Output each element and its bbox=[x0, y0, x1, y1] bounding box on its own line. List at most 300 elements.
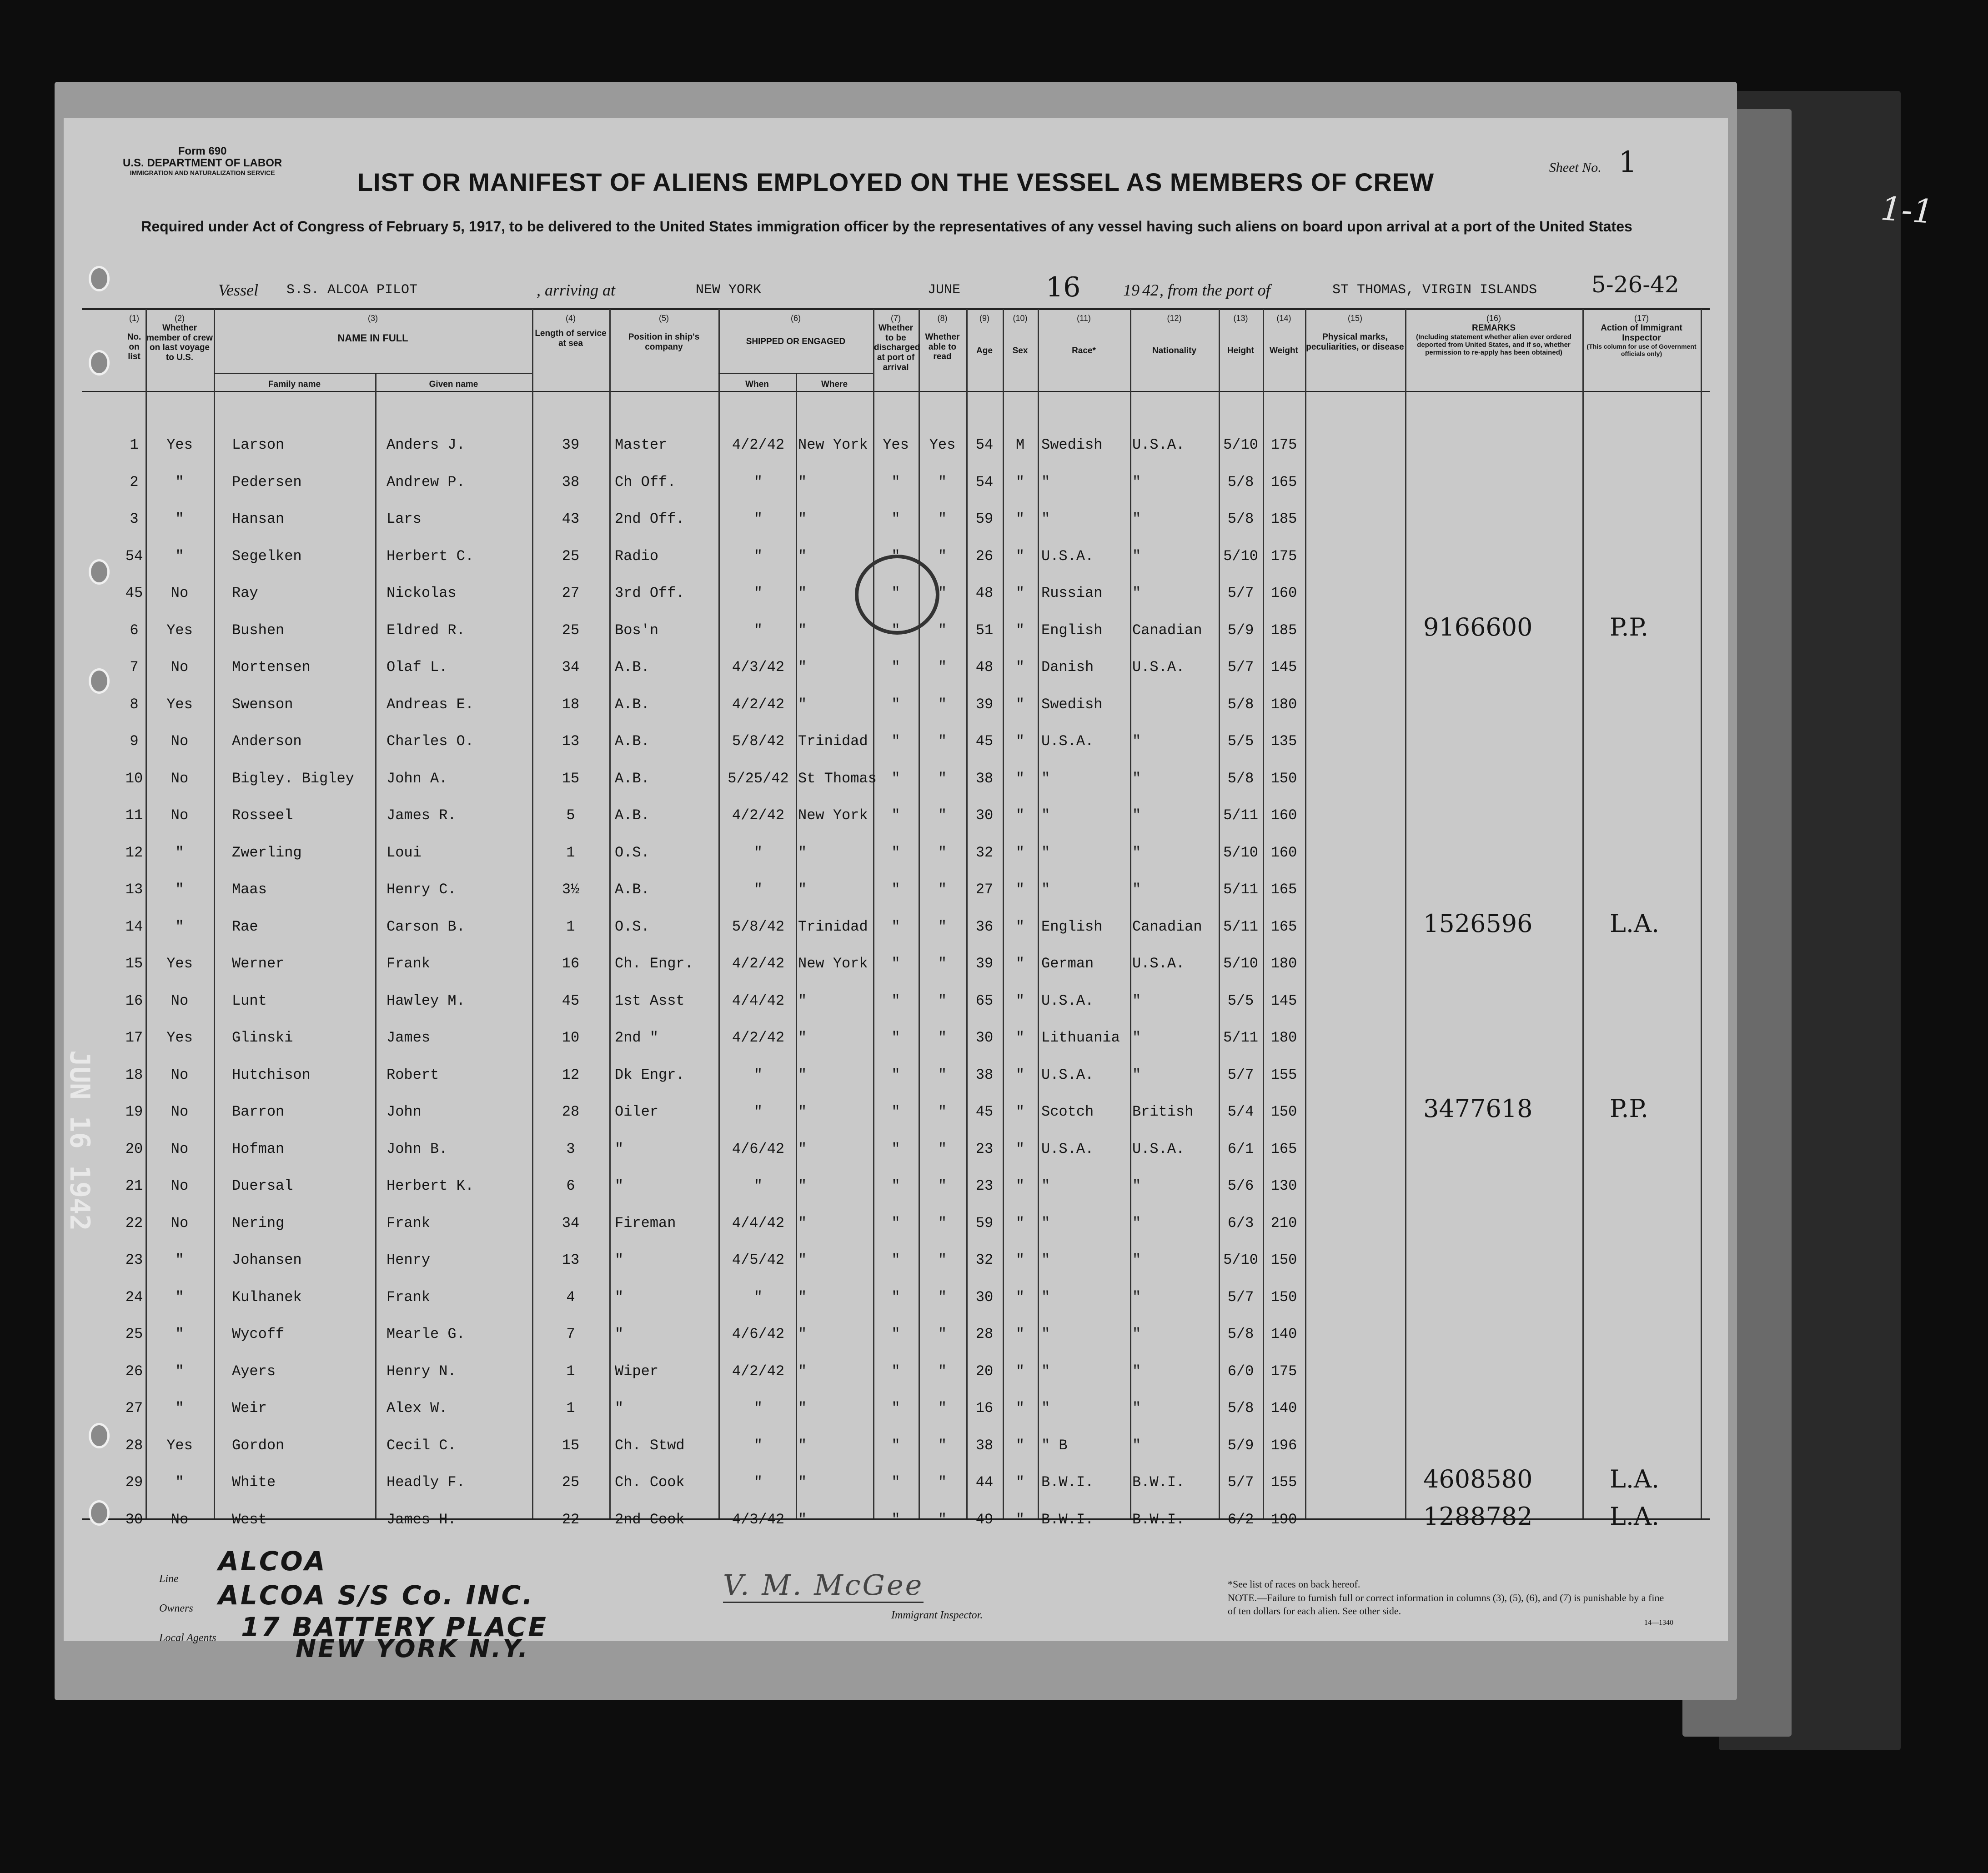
cell-sex: " bbox=[1015, 992, 1025, 1009]
col-header-16: (16) REMARKS (Including statement whether alien ever ordered deported from United States, and if so, whether permission to re-apply has been obtained) bbox=[1416, 314, 1571, 357]
cell-sex: " bbox=[1015, 770, 1025, 787]
cell-no: 28 bbox=[125, 1437, 143, 1454]
cell-race: U.S.A. bbox=[1041, 992, 1094, 1009]
cell-height: 5/9 bbox=[1227, 621, 1254, 639]
cell-no: 12 bbox=[125, 844, 143, 861]
cell-when: 4/6/42 bbox=[732, 1326, 785, 1342]
col-header-10: (10) Sex bbox=[1012, 314, 1028, 356]
cell-age: 38 bbox=[975, 1066, 994, 1083]
cell-no: 2 bbox=[130, 473, 139, 491]
cell-service: 12 bbox=[562, 1066, 580, 1083]
cell-service: 6 bbox=[566, 1177, 575, 1194]
cell-where: " bbox=[798, 621, 807, 639]
cell-where: " bbox=[798, 1177, 807, 1194]
cell-disch: " bbox=[891, 770, 900, 787]
table-row bbox=[64, 1173, 1728, 1200]
cell-no: 15 bbox=[125, 955, 143, 972]
cell-position: Bos'n bbox=[615, 621, 659, 639]
cell-read: " bbox=[938, 918, 947, 935]
cell-age: 59 bbox=[975, 1214, 994, 1232]
table-row bbox=[64, 1247, 1728, 1274]
cell-weight: 210 bbox=[1270, 1214, 1297, 1232]
cell-age: 48 bbox=[975, 585, 994, 601]
cell-action: P.P. bbox=[1610, 1094, 1649, 1123]
cell-read: " bbox=[938, 473, 947, 491]
cell-family: Mortensen bbox=[232, 659, 311, 676]
cell-nat: " bbox=[1132, 1288, 1141, 1306]
cell-last: No bbox=[171, 1511, 189, 1528]
cell-last: " bbox=[175, 918, 184, 935]
cell-age: 20 bbox=[975, 1362, 994, 1380]
line-value: ALCOA bbox=[218, 1546, 327, 1577]
cell-weight: 140 bbox=[1270, 1400, 1297, 1417]
cell-age: 28 bbox=[975, 1326, 994, 1342]
cell-weight: 196 bbox=[1270, 1437, 1297, 1454]
cell-last: Yes bbox=[166, 621, 193, 639]
cell-given: Eldred R. bbox=[387, 621, 465, 639]
cell-given: Andreas E. bbox=[387, 696, 474, 713]
cell-weight: 160 bbox=[1270, 585, 1297, 601]
cell-given: Loui bbox=[387, 844, 422, 861]
cell-disch: " bbox=[891, 918, 900, 935]
cell-last: Yes bbox=[166, 696, 193, 713]
cell-age: 45 bbox=[975, 1103, 994, 1120]
cell-where: " bbox=[798, 992, 807, 1009]
cell-family: Ayers bbox=[232, 1362, 276, 1380]
cell-where: " bbox=[798, 547, 807, 565]
cell-given: Robert bbox=[387, 1066, 439, 1083]
cell-height: 5/8 bbox=[1227, 1400, 1254, 1417]
cell-action: L.A. bbox=[1610, 1502, 1660, 1531]
cell-disch: " bbox=[891, 1029, 900, 1046]
cell-nat: " bbox=[1132, 881, 1141, 898]
cell-sex: " bbox=[1015, 733, 1025, 750]
cell-age: 32 bbox=[975, 844, 994, 861]
cell-sex: " bbox=[1015, 1177, 1025, 1194]
cell-disch: " bbox=[891, 1066, 900, 1083]
vessel-label: Vessel bbox=[218, 281, 258, 299]
cell-last: " bbox=[175, 1252, 184, 1268]
cell-no: 1 bbox=[130, 436, 139, 453]
cell-height: 5/10 bbox=[1223, 436, 1258, 453]
cell-weight: 180 bbox=[1270, 955, 1297, 972]
cell-height: 5/7 bbox=[1227, 1474, 1254, 1491]
cell-nat: " bbox=[1132, 473, 1141, 491]
cell-position: A.B. bbox=[615, 659, 650, 676]
cell-when: 4/3/42 bbox=[732, 659, 785, 676]
cell-race: English bbox=[1041, 621, 1103, 639]
cell-race: " bbox=[1041, 1362, 1050, 1380]
cell-no: 20 bbox=[125, 1140, 143, 1157]
cell-given: Frank bbox=[387, 1214, 431, 1232]
cell-nat: Canadian bbox=[1132, 621, 1202, 639]
cell-weight: 180 bbox=[1270, 1029, 1297, 1046]
cell-where: " bbox=[798, 1214, 807, 1232]
from-label: , from the port of bbox=[1160, 281, 1270, 299]
arriving-label: , arriving at bbox=[537, 281, 616, 299]
cell-sex: " bbox=[1015, 547, 1025, 565]
cell-read: " bbox=[938, 547, 947, 565]
cell-family: Johansen bbox=[232, 1252, 302, 1268]
cell-no: 29 bbox=[125, 1474, 143, 1491]
cell-last: Yes bbox=[166, 436, 193, 453]
col-header-1: (1) No. on list bbox=[127, 314, 141, 362]
arrival-month: JUNE bbox=[928, 282, 961, 298]
cell-nat: " bbox=[1132, 733, 1141, 750]
cell-position: " bbox=[615, 1177, 624, 1194]
cell-last: No bbox=[171, 992, 189, 1009]
cell-given: Henry C. bbox=[387, 881, 457, 898]
cell-disch: " bbox=[891, 547, 900, 565]
cell-weight: 150 bbox=[1270, 1288, 1297, 1306]
cell-height: 5/11 bbox=[1223, 807, 1258, 824]
cell-when: 5/25/42 bbox=[728, 770, 789, 787]
cell-family: Anderson bbox=[232, 733, 302, 750]
cell-last: Yes bbox=[166, 955, 193, 972]
cell-weight: 165 bbox=[1270, 918, 1297, 935]
cell-read: " bbox=[938, 1400, 947, 1417]
cell-nat: Canadian bbox=[1132, 918, 1202, 935]
cell-sex: " bbox=[1015, 585, 1025, 601]
cell-race: " bbox=[1041, 1214, 1050, 1232]
cell-read: Yes bbox=[929, 436, 956, 453]
cell-height: 5/11 bbox=[1223, 1029, 1258, 1046]
from-port: ST THOMAS, VIRGIN ISLANDS bbox=[1332, 282, 1537, 298]
cell-race: Lithuania bbox=[1041, 1029, 1120, 1046]
col-header-12: (12) Nationality bbox=[1152, 314, 1197, 356]
cell-nat: " bbox=[1132, 1252, 1141, 1268]
cell-given: Headly F. bbox=[387, 1474, 465, 1491]
cell-when: 4/4/42 bbox=[732, 1214, 785, 1232]
cell-sex: " bbox=[1015, 1029, 1025, 1046]
cell-position: Ch. Engr. bbox=[615, 955, 693, 972]
sheet-number-label: Sheet No. bbox=[1549, 160, 1601, 175]
cell-remarks: 1526596 bbox=[1423, 909, 1533, 938]
cell-where: " bbox=[798, 585, 807, 601]
cell-service: 18 bbox=[562, 696, 580, 713]
cell-read: " bbox=[938, 1214, 947, 1232]
cell-given: John B. bbox=[387, 1140, 448, 1157]
cell-family: Hofman bbox=[232, 1140, 285, 1157]
cell-read: " bbox=[938, 1437, 947, 1454]
cell-disch: " bbox=[891, 696, 900, 713]
cell-nat: " bbox=[1132, 1362, 1141, 1380]
cell-no: 23 bbox=[125, 1252, 143, 1268]
vessel-name: S.S. ALCOA PILOT bbox=[286, 282, 418, 298]
header-rule-top bbox=[82, 308, 1710, 310]
cell-age: 23 bbox=[975, 1140, 994, 1157]
col-header-given: Given name bbox=[429, 380, 478, 389]
cell-when: " bbox=[753, 473, 763, 491]
cell-position: Wiper bbox=[615, 1362, 659, 1380]
cell-height: 5/11 bbox=[1223, 881, 1258, 898]
cell-read: " bbox=[938, 1511, 947, 1528]
cell-last: No bbox=[171, 1214, 189, 1232]
arriving-port: NEW YORK bbox=[696, 282, 762, 298]
cell-read: " bbox=[938, 1140, 947, 1157]
cell-where: New York bbox=[798, 955, 868, 972]
cell-when: 4/2/42 bbox=[732, 696, 785, 713]
cell-race: " bbox=[1041, 770, 1050, 787]
cell-family: Glinski bbox=[232, 1029, 293, 1046]
cell-read: " bbox=[938, 844, 947, 861]
vessel-line bbox=[114, 271, 1696, 307]
cell-position: Dk Engr. bbox=[615, 1066, 685, 1083]
cell-given: Lars bbox=[387, 511, 422, 527]
cell-height: 5/8 bbox=[1227, 696, 1254, 713]
cell-action: L.A. bbox=[1610, 1465, 1660, 1493]
table-row bbox=[64, 1395, 1728, 1422]
cell-position: " bbox=[615, 1326, 624, 1342]
cell-age: 49 bbox=[975, 1511, 994, 1528]
cell-when: 4/2/42 bbox=[732, 1362, 785, 1380]
cell-nat: " bbox=[1132, 1177, 1141, 1194]
col-header-15: (15) Physical marks, peculiarities, or disease bbox=[1306, 314, 1404, 352]
cell-family: Zwerling bbox=[232, 844, 302, 861]
cell-service: 15 bbox=[562, 1437, 580, 1454]
cell-service: 4 bbox=[566, 1288, 575, 1306]
cell-service: 3½ bbox=[562, 881, 580, 898]
cell-position: Oiler bbox=[615, 1103, 659, 1120]
cell-nat: " bbox=[1132, 1400, 1141, 1417]
cell-position: " bbox=[615, 1400, 624, 1417]
cell-no: 10 bbox=[125, 770, 143, 787]
cell-last: No bbox=[171, 807, 189, 824]
cell-position: A.B. bbox=[615, 807, 650, 824]
cell-race: " bbox=[1041, 844, 1050, 861]
cell-family: Kulhanek bbox=[232, 1288, 302, 1306]
cell-where: " bbox=[798, 881, 807, 898]
cell-weight: 190 bbox=[1270, 1511, 1297, 1528]
cell-when: " bbox=[753, 1066, 763, 1083]
cell-age: 30 bbox=[975, 1288, 994, 1306]
cell-where: New York bbox=[798, 436, 868, 453]
cell-race: U.S.A. bbox=[1041, 1140, 1094, 1157]
cell-disch: " bbox=[891, 733, 900, 750]
cell-disch: " bbox=[891, 473, 900, 491]
binder-hole bbox=[89, 668, 110, 694]
cell-family: Wycoff bbox=[232, 1326, 285, 1342]
agents-value-2: NEW YORK N.Y. bbox=[296, 1634, 530, 1663]
cell-given: Alex W. bbox=[387, 1400, 448, 1417]
cell-family: Bushen bbox=[232, 621, 285, 639]
col-header-family: Family name bbox=[268, 380, 321, 389]
cell-service: 22 bbox=[562, 1511, 580, 1528]
cell-sex: " bbox=[1015, 1400, 1025, 1417]
cell-where: " bbox=[798, 1326, 807, 1342]
cell-sex: " bbox=[1015, 621, 1025, 639]
cell-disch: " bbox=[891, 1140, 900, 1157]
cell-weight: 160 bbox=[1270, 807, 1297, 824]
col-header-17: (17) Action of Immigrant Inspector (This column for use of Government officials only) bbox=[1586, 314, 1697, 358]
cell-height: 5/7 bbox=[1227, 585, 1254, 601]
cell-service: 34 bbox=[562, 659, 580, 676]
cell-position: 2nd Cook bbox=[615, 1511, 685, 1528]
cell-age: 38 bbox=[975, 770, 994, 787]
cell-where: Trinidad bbox=[798, 918, 868, 935]
cell-where: " bbox=[798, 473, 807, 491]
manifest-sheet bbox=[64, 118, 1728, 1663]
cell-family: Swenson bbox=[232, 696, 293, 713]
cell-disch: " bbox=[891, 1214, 900, 1232]
cell-sex: " bbox=[1015, 1214, 1025, 1232]
cell-age: 65 bbox=[975, 992, 994, 1009]
cell-last: " bbox=[175, 881, 184, 898]
cell-where: " bbox=[798, 844, 807, 861]
cell-given: Herbert K. bbox=[387, 1177, 474, 1194]
cell-given: Carson B. bbox=[387, 918, 465, 935]
cell-age: 30 bbox=[975, 807, 994, 824]
date-note: 5-26-42 bbox=[1591, 271, 1679, 298]
cell-when: 4/6/42 bbox=[732, 1140, 785, 1157]
table-row bbox=[64, 1321, 1728, 1348]
cell-family: Rae bbox=[232, 918, 258, 935]
cell-race: B.W.I. bbox=[1041, 1474, 1094, 1491]
cell-age: 36 bbox=[975, 918, 994, 935]
cell-read: " bbox=[938, 1029, 947, 1046]
cell-given: Anders J. bbox=[387, 436, 465, 453]
cell-read: " bbox=[938, 1326, 947, 1342]
cell-race: " bbox=[1041, 511, 1050, 527]
cell-race: German bbox=[1041, 955, 1094, 972]
cell-disch: " bbox=[891, 585, 900, 601]
cell-height: 5/10 bbox=[1223, 844, 1258, 861]
cell-service: 13 bbox=[562, 733, 580, 750]
cell-last: No bbox=[171, 585, 189, 601]
cell-position: A.B. bbox=[615, 696, 650, 713]
cell-read: " bbox=[938, 733, 947, 750]
cell-family: Larson bbox=[232, 436, 285, 453]
cell-where: Trinidad bbox=[798, 733, 868, 750]
cell-race: Swedish bbox=[1041, 436, 1103, 453]
cell-age: 54 bbox=[975, 436, 994, 453]
table-row bbox=[64, 1502, 1728, 1534]
cell-family: Weir bbox=[232, 1400, 267, 1417]
cell-where: " bbox=[798, 1103, 807, 1120]
cell-service: 38 bbox=[562, 473, 580, 491]
cell-age: 54 bbox=[975, 473, 994, 491]
cell-sex: " bbox=[1015, 1103, 1025, 1120]
cell-last: No bbox=[171, 1140, 189, 1157]
cell-action: L.A. bbox=[1610, 909, 1660, 938]
cell-given: Henry N. bbox=[387, 1362, 457, 1380]
cell-last: No bbox=[171, 770, 189, 787]
cell-no: 26 bbox=[125, 1362, 143, 1380]
cell-given: Andrew P. bbox=[387, 473, 465, 491]
shipped-subrule bbox=[718, 373, 873, 374]
cell-nat: " bbox=[1132, 511, 1141, 527]
cell-when: 4/5/42 bbox=[732, 1252, 785, 1268]
cell-position: O.S. bbox=[615, 918, 650, 935]
col-header-when: When bbox=[745, 380, 769, 389]
cell-when: " bbox=[753, 881, 763, 898]
cell-nat: British bbox=[1132, 1103, 1194, 1120]
cell-weight: 175 bbox=[1270, 436, 1297, 453]
col-header-where: Where bbox=[821, 380, 848, 389]
binder-hole bbox=[89, 350, 110, 376]
cell-remarks: 1288782 bbox=[1423, 1502, 1533, 1531]
cell-when: 4/2/42 bbox=[732, 807, 785, 824]
cell-position: Radio bbox=[615, 547, 659, 565]
cell-disch: " bbox=[891, 1252, 900, 1268]
col-header-14: (14) Weight bbox=[1270, 314, 1298, 356]
cell-height: 5/8 bbox=[1227, 473, 1254, 491]
cell-service: 34 bbox=[562, 1214, 580, 1232]
cell-height: 5/7 bbox=[1227, 659, 1254, 676]
cell-age: 38 bbox=[975, 1437, 994, 1454]
cell-family: Ray bbox=[232, 585, 258, 601]
cell-when: " bbox=[753, 1474, 763, 1491]
cell-family: Hansan bbox=[232, 511, 285, 527]
cell-race: Russian bbox=[1041, 585, 1103, 601]
cell-nat: " bbox=[1132, 844, 1141, 861]
cell-age: 44 bbox=[975, 1474, 994, 1491]
col-header-5: (5) Position in ship's company bbox=[628, 314, 700, 352]
table-row bbox=[64, 469, 1728, 496]
cell-no: 14 bbox=[125, 918, 143, 935]
arrival-year: 42 bbox=[1142, 281, 1159, 299]
table-row bbox=[64, 654, 1728, 681]
col-header-9: (9) Age bbox=[976, 314, 993, 356]
cell-no: 24 bbox=[125, 1288, 143, 1306]
cell-height: 5/8 bbox=[1227, 770, 1254, 787]
cell-weight: 180 bbox=[1270, 696, 1297, 713]
cell-disch: " bbox=[891, 992, 900, 1009]
cell-sex: " bbox=[1015, 1474, 1025, 1491]
date-side-stamp: JUN 16 1942 bbox=[64, 1050, 95, 1231]
cell-where: " bbox=[798, 1029, 807, 1046]
cell-height: 5/5 bbox=[1227, 733, 1254, 750]
cell-when: " bbox=[753, 1177, 763, 1194]
cell-weight: 165 bbox=[1270, 473, 1297, 491]
cell-given: Charles O. bbox=[387, 733, 474, 750]
agents-label: Local Agents bbox=[159, 1632, 216, 1644]
cell-given: James R. bbox=[387, 807, 457, 824]
inspector-label: Immigrant Inspector. bbox=[891, 1609, 983, 1621]
col-header-7: (7) Whether to be discharged at port of arrival bbox=[874, 314, 920, 373]
cell-sex: " bbox=[1015, 473, 1025, 491]
cell-position: A.B. bbox=[615, 881, 650, 898]
cell-nat: " bbox=[1132, 1029, 1141, 1046]
cell-family: White bbox=[232, 1474, 276, 1491]
cell-disch: " bbox=[891, 1326, 900, 1342]
cell-sex: " bbox=[1015, 1437, 1025, 1454]
cell-given: John A. bbox=[387, 770, 448, 787]
cell-family: Rosseel bbox=[232, 807, 293, 824]
cell-when: 5/8/42 bbox=[732, 733, 785, 750]
cell-sex: " bbox=[1015, 659, 1025, 676]
cell-service: 1 bbox=[566, 1400, 575, 1417]
cell-no: 7 bbox=[130, 659, 139, 676]
cell-when: 5/8/42 bbox=[732, 918, 785, 935]
cell-no: 6 bbox=[130, 621, 139, 639]
cell-sex: " bbox=[1015, 918, 1025, 935]
cell-age: 39 bbox=[975, 955, 994, 972]
cell-race: Swedish bbox=[1041, 696, 1103, 713]
cell-race: U.S.A. bbox=[1041, 733, 1094, 750]
cell-family: West bbox=[232, 1511, 267, 1528]
cell-where: " bbox=[798, 1066, 807, 1083]
page-subtitle: Required under Act of Congress of February 5, 1917, to be delivered to the United States immigration officer by the representatives of any vessel having such aliens on board upon arrival at a port of the United States bbox=[141, 218, 1632, 235]
cell-read: " bbox=[938, 511, 947, 527]
cell-sex: " bbox=[1015, 1326, 1025, 1342]
cell-service: 25 bbox=[562, 547, 580, 565]
cell-sex: " bbox=[1015, 1066, 1025, 1083]
cell-last: Yes bbox=[166, 1437, 193, 1454]
cell-nat: U.S.A. bbox=[1132, 955, 1185, 972]
cell-last: No bbox=[171, 1177, 189, 1194]
cell-read: " bbox=[938, 1177, 947, 1194]
